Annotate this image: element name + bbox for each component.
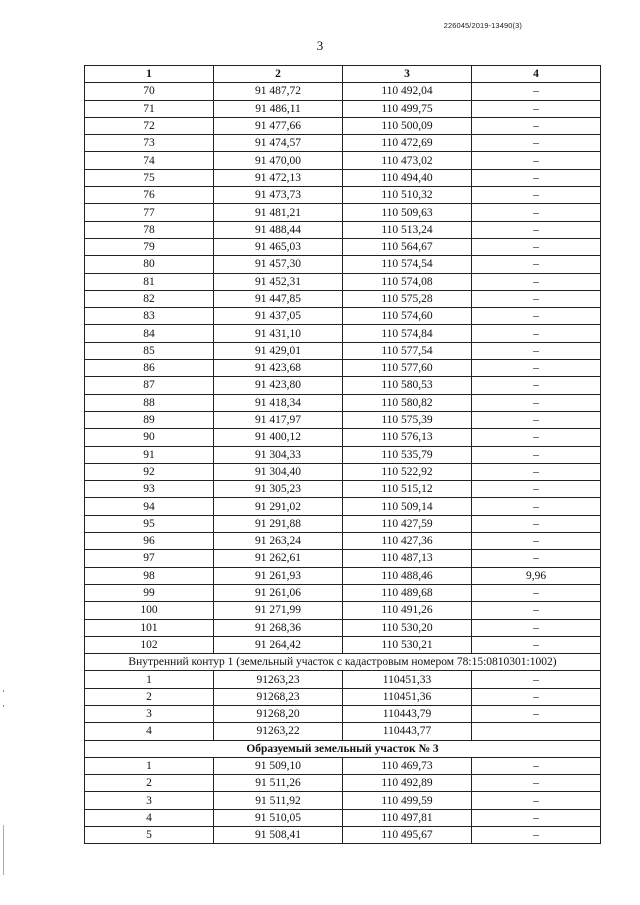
table-cell: 91 291,02 [214,498,343,515]
table-cell: – [472,481,601,498]
table-cell: – [472,342,601,359]
table-cell: 72 [85,117,214,134]
table-cell: 91 418,34 [214,394,343,411]
section-title-inner-contour: Внутренний контур 1 (земельный участок с кадастровым номером 78:15:0810301:1002) [85,654,601,671]
table-cell: 95 [85,515,214,532]
table-cell: 91 271,99 [214,602,343,619]
table-cell: 70 [85,83,214,100]
table-cell: – [472,238,601,255]
table-cell: – [472,498,601,515]
table-cell: 91 486,11 [214,100,343,117]
table-cell: 110 494,40 [343,169,472,186]
table-cell: 91 474,57 [214,135,343,152]
table-cell: 110 575,39 [343,411,472,428]
table-cell: 110 580,82 [343,394,472,411]
table-row [85,481,601,498]
table-cell: 4 [85,723,214,740]
table-cell: 92 [85,463,214,480]
table-cell: – [472,411,601,428]
table-cell: 110 530,21 [343,636,472,653]
table-row [85,152,601,169]
table-cell: 91268,20 [214,705,343,722]
table-cell: 82 [85,290,214,307]
table-cell: – [472,636,601,653]
table-cell: 93 [85,481,214,498]
column-header: 2 [214,66,343,83]
table-cell: – [472,809,601,826]
table-cell: 110 574,84 [343,325,472,342]
table-row [85,688,601,705]
table-cell: 88 [85,394,214,411]
table-cell: – [472,204,601,221]
table-cell: – [472,256,601,273]
table-body-main [85,83,601,654]
table-cell: 110 492,89 [343,775,472,792]
table-cell: 91 423,80 [214,377,343,394]
margin-mark [3,705,4,707]
table-cell: – [472,83,601,100]
table-cell: 91 262,61 [214,550,343,567]
table-cell: 99 [85,584,214,601]
table-cell: 91 457,30 [214,256,343,273]
table-row [85,273,601,290]
table-cell: – [472,775,601,792]
table-row [85,809,601,826]
table-cell: 1 [85,757,214,774]
table-row [85,187,601,204]
table-cell: 2 [85,775,214,792]
table-cell: – [472,584,601,601]
table-cell: 75 [85,169,214,186]
table-cell: 91263,22 [214,723,343,740]
table-row [85,723,601,740]
table-cell: 100 [85,602,214,619]
table-body-inner [85,671,601,740]
table-cell: 110 495,67 [343,827,472,844]
table-cell: 71 [85,100,214,117]
table-cell: – [472,463,601,480]
table-cell: – [472,688,601,705]
table-cell: 98 [85,567,214,584]
table-cell: 110443,77 [343,723,472,740]
table-cell: 110 574,54 [343,256,472,273]
table-cell: 5 [85,827,214,844]
table-cell: 96 [85,533,214,550]
table-cell: 110 487,13 [343,550,472,567]
table-section-inner [85,654,601,671]
table-cell: 110 535,79 [343,446,472,463]
table-cell: – [472,550,601,567]
table-cell: – [472,360,601,377]
table-cell: 91 508,41 [214,827,343,844]
table-cell: 77 [85,204,214,221]
table-cell: – [472,827,601,844]
table-row [85,567,601,584]
table-cell: – [472,169,601,186]
table-cell: – [472,377,601,394]
table-row [85,446,601,463]
table-cell: 110 574,08 [343,273,472,290]
table-cell: 110 522,92 [343,463,472,480]
table-cell: 110443,79 [343,705,472,722]
table-section-new [85,740,601,757]
table-cell: – [472,135,601,152]
table-row [85,377,601,394]
document-id: 226045/2019-13490(3) [443,21,522,30]
table-row [85,117,601,134]
table-cell: 110 509,14 [343,498,472,515]
table-row [85,827,601,844]
table-row [85,619,601,636]
table-cell: – [472,394,601,411]
table-cell: – [472,533,601,550]
table-cell: – [472,325,601,342]
table-cell: – [472,290,601,307]
table-cell: 110 510,32 [343,187,472,204]
table-cell: 94 [85,498,214,515]
table-cell: 3 [85,792,214,809]
table-cell: – [472,792,601,809]
table-cell: – [472,100,601,117]
table-cell: 78 [85,221,214,238]
section-header-row [85,740,601,757]
table-cell: 80 [85,256,214,273]
table-row [85,342,601,359]
table-cell: 91 470,00 [214,152,343,169]
table-cell: 91263,23 [214,671,343,688]
table-cell: 89 [85,411,214,428]
table-row [85,394,601,411]
table-row [85,325,601,342]
table-cell: 91 431,10 [214,325,343,342]
column-header: 1 [85,66,214,83]
table-cell: 110 491,26 [343,602,472,619]
table-cell: – [472,429,601,446]
table-body-new [85,757,601,843]
table-cell: 76 [85,187,214,204]
table-cell: 91 488,44 [214,221,343,238]
table-cell: 97 [85,550,214,567]
table-row [85,360,601,377]
table-cell: – [472,671,601,688]
table-cell: – [472,619,601,636]
table-cell: 102 [85,636,214,653]
table-cell: 91 261,93 [214,567,343,584]
table-cell: 90 [85,429,214,446]
section-title-new-plot: Образуемый земельный участок № 3 [85,740,601,757]
section-header-row [85,654,601,671]
table-cell: 91 304,40 [214,463,343,480]
table-cell: 91 437,05 [214,308,343,325]
table-cell: 110 576,13 [343,429,472,446]
table-cell: 91 304,33 [214,446,343,463]
table-row [85,308,601,325]
table-cell: 91 [85,446,214,463]
table-cell: 110 488,46 [343,567,472,584]
table-cell: – [472,117,601,134]
table-cell: 110 473,02 [343,152,472,169]
table-cell: 79 [85,238,214,255]
table-cell: – [472,221,601,238]
table-cell: 110 530,20 [343,619,472,636]
table-cell: 86 [85,360,214,377]
table-cell: 110 492,04 [343,83,472,100]
table-row [85,411,601,428]
table-row [85,429,601,446]
table-cell: – [472,187,601,204]
table-row [85,757,601,774]
table-row [85,550,601,567]
table-row [85,83,601,100]
table-row [85,135,601,152]
table-cell: 83 [85,308,214,325]
table-cell [472,723,601,740]
table-row [85,636,601,653]
table-cell: 91 477,66 [214,117,343,134]
table-cell: 91 473,73 [214,187,343,204]
table-cell: 110 577,60 [343,360,472,377]
table-row [85,256,601,273]
coordinates-table [84,65,601,844]
table-row [85,290,601,307]
table-cell: 101 [85,619,214,636]
table-cell: 110 427,36 [343,533,472,550]
table-cell: – [472,602,601,619]
table-cell: 110 469,73 [343,757,472,774]
table-cell: – [472,515,601,532]
table-cell: – [472,757,601,774]
table-cell: 91 511,92 [214,792,343,809]
table-cell: 91 472,13 [214,169,343,186]
table-header-row [85,66,601,83]
table-cell: 84 [85,325,214,342]
table-cell: 110 500,09 [343,117,472,134]
table-row [85,705,601,722]
table-cell: – [472,705,601,722]
table-cell: 91 264,42 [214,636,343,653]
table-cell: 91 511,26 [214,775,343,792]
table-cell: 110 575,28 [343,290,472,307]
table-cell: 91 305,23 [214,481,343,498]
table-cell: – [472,273,601,290]
table-cell: 110451,33 [343,671,472,688]
table-cell: 110 574,60 [343,308,472,325]
table-cell: 91 268,36 [214,619,343,636]
table-cell: 91 447,85 [214,290,343,307]
table-cell: 110 577,54 [343,342,472,359]
column-header: 3 [343,66,472,83]
table-cell: 110 497,81 [343,809,472,826]
table-cell: 110 489,68 [343,584,472,601]
table-cell: 91 509,10 [214,757,343,774]
table-cell: 91 465,03 [214,238,343,255]
table-cell: 110 564,67 [343,238,472,255]
table-row [85,792,601,809]
table-cell: 9,96 [472,567,601,584]
column-header: 4 [472,66,601,83]
table-cell: 91268,23 [214,688,343,705]
table-row [85,100,601,117]
table-cell: 91 263,24 [214,533,343,550]
table-cell: 110 499,59 [343,792,472,809]
table-row [85,169,601,186]
table-cell: – [472,446,601,463]
table-cell: 91 400,12 [214,429,343,446]
table-cell: 3 [85,705,214,722]
table-row [85,221,601,238]
table-cell: – [472,152,601,169]
table-row [85,463,601,480]
table-cell: 91 291,88 [214,515,343,532]
table-row [85,602,601,619]
table-cell: 91 481,21 [214,204,343,221]
table-row [85,515,601,532]
table-cell: 2 [85,688,214,705]
table-row [85,204,601,221]
table-cell: 91 510,05 [214,809,343,826]
table-row [85,775,601,792]
table-row [85,238,601,255]
table-cell: 110451,36 [343,688,472,705]
table-row [85,584,601,601]
page-number: 3 [316,38,324,53]
table-cell: – [472,308,601,325]
margin-mark [3,690,4,692]
table-cell: 110 499,75 [343,100,472,117]
table-cell: 91 417,97 [214,411,343,428]
table-cell: 110 513,24 [343,221,472,238]
table-cell: 91 423,68 [214,360,343,377]
table-cell: 85 [85,342,214,359]
table-row [85,533,601,550]
table-row [85,671,601,688]
table-cell: 91 452,31 [214,273,343,290]
table-cell: 110 509,63 [343,204,472,221]
table-cell: 110 427,59 [343,515,472,532]
table-cell: 74 [85,152,214,169]
margin-mark [3,825,4,875]
table-cell: 1 [85,671,214,688]
table-cell: 110 515,12 [343,481,472,498]
table-cell: 110 472,69 [343,135,472,152]
table-cell: 110 580,53 [343,377,472,394]
table-cell: 81 [85,273,214,290]
table-cell: 91 487,72 [214,83,343,100]
table-cell: 87 [85,377,214,394]
table-row [85,498,601,515]
table-cell: 91 429,01 [214,342,343,359]
table-cell: 91 261,06 [214,584,343,601]
table-cell: 4 [85,809,214,826]
table-cell: 73 [85,135,214,152]
